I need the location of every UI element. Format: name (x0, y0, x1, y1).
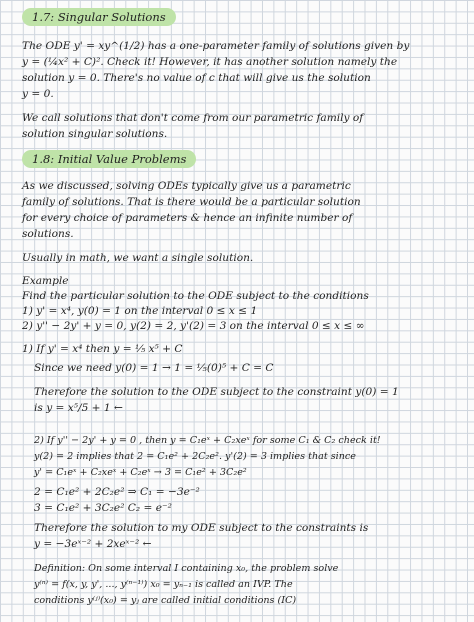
definition-line: conditions y⁽ʲ⁾(x₀) = yⱼ are called initial conditions (IC) (34, 595, 297, 606)
solution-line: y' = C₁eˣ + C₂xeˣ + C₂eˣ → 3 = C₁e² + 3C₂e² (34, 467, 247, 478)
text-line: solution y = 0. There's no value of c that will give us the solution (22, 72, 371, 84)
solution-line: Since we need y(0) = 1 → 1 = ⅕(0)⁵ + C = C (34, 362, 274, 374)
solution-line: Therefore the solution to my ODE subject to the constraints is (34, 522, 369, 534)
section-title-singular-solutions: 1.7: Singular Solutions (22, 8, 176, 26)
text-line: solution singular solutions. (22, 128, 168, 140)
solution-line: 1) If y' = x⁴ then y = ⅕ x⁵ + C (22, 343, 183, 355)
definition-line: Definition: On some interval I containing x₀, the problem solve (34, 563, 339, 574)
solution-line: 3 = C₁e² + 3C₂e² C₂ = e⁻² (34, 502, 172, 514)
text-line: for every choice of parameters & hence an infinite number of (22, 212, 353, 224)
solution-line: 2) If y'' − 2y' + y = 0 , then y = C₁eˣ + C₂xeˣ for some C₁ & C₂ check it! (34, 435, 381, 446)
definition-line: y⁽ⁿ⁾ = f(x, y, y', ..., y⁽ⁿ⁻¹⁾) x₀ = yₙ₋₁ is called an IVP. The (34, 579, 293, 590)
example-label: Example (22, 275, 69, 287)
example-line: 2) y'' − 2y' + y = 0, y(2) = 2, y'(2) = 3 on the interval 0 ≤ x ≤ ∞ (22, 320, 365, 332)
text-line: y = 0. (22, 88, 54, 100)
example-line: Find the particular solution to the ODE subject to the conditions (22, 290, 369, 302)
text-line: As we discussed, solving ODEs typically give us a parametric (22, 180, 351, 192)
solution-line: 2 = C₁e² + 2C₂e² ⇒ C₁ = −3e⁻² (34, 486, 200, 498)
text-line: We call solutions that don't come from our parametric family of (22, 112, 364, 124)
solution-line: Therefore the solution to the ODE subject to the constraint y(0) = 1 (34, 386, 399, 398)
text-line: y = (¼x² + C)². Check it! However, it has another solution namely the (22, 56, 398, 68)
solution-line: y(2) = 2 implies that 2 = C₁e² + 2C₂e². y'(2) = 3 implies that since (34, 451, 356, 462)
solution-line: is y = x⁵/5 + 1 ← (34, 402, 123, 414)
text-line: The ODE y' = xy^(1/2) has a one-parameter family of solutions given by (22, 40, 410, 52)
text-line: Usually in math, we want a single solution. (22, 252, 254, 264)
text-line: solutions. (22, 228, 74, 240)
section-title-initial-value-problems: 1.8: Initial Value Problems (22, 150, 196, 168)
text-line: family of solutions. That is there would be a particular solution (22, 196, 361, 208)
solution-line: y = −3eˣ⁻² + 2xeˣ⁻² ← (34, 538, 152, 550)
example-line: 1) y' = x⁴, y(0) = 1 on the interval 0 ≤ x ≤ 1 (22, 305, 258, 317)
